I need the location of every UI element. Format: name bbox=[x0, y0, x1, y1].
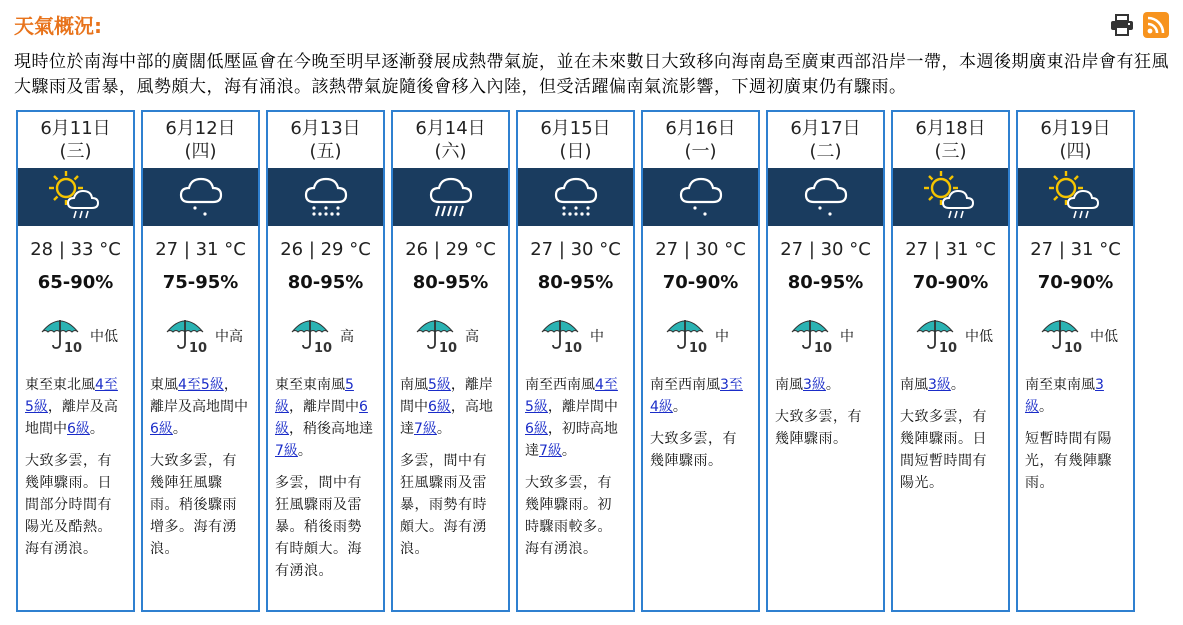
forecast-date-text: 6月18日 bbox=[915, 118, 986, 139]
forecast-day-card bbox=[16, 110, 135, 612]
forecast-weekday: (五) bbox=[309, 141, 342, 162]
umbrella-icon bbox=[290, 314, 334, 358]
wind-text: 。 bbox=[297, 443, 312, 459]
wind-text: 。 bbox=[950, 377, 965, 393]
humidity-range: 75-95% bbox=[162, 272, 239, 293]
forecast-weekday: (四) bbox=[1059, 141, 1092, 162]
forecast-text bbox=[150, 374, 251, 560]
umbrella-icon bbox=[40, 314, 84, 358]
forecast-day-card bbox=[891, 110, 1010, 612]
umbrella-icon bbox=[665, 314, 709, 358]
humidity-range: 70-90% bbox=[662, 272, 739, 293]
rss-button[interactable] bbox=[1143, 12, 1169, 38]
temperature-range: 27 | 31 °C bbox=[905, 239, 996, 260]
forecast-day-card bbox=[641, 110, 760, 612]
beaufort-scale-link[interactable]: 6級 bbox=[525, 421, 548, 437]
wind-text: ，離岸間中 bbox=[400, 377, 493, 415]
rain-probability bbox=[290, 314, 354, 358]
temperature-range: 26 | 29 °C bbox=[280, 239, 371, 260]
temperature-range: 27 | 30 °C bbox=[530, 239, 621, 260]
rain-probability bbox=[665, 314, 729, 358]
forecast-text bbox=[650, 374, 751, 472]
wind-text: ，離岸及高地間中 bbox=[25, 399, 118, 437]
rss-icon bbox=[1147, 16, 1165, 34]
wind-text: 。 bbox=[89, 421, 104, 437]
wind-description bbox=[900, 374, 1001, 396]
forecast-text bbox=[1025, 374, 1126, 494]
forecast-weekday: (三) bbox=[934, 141, 967, 162]
forecast-text bbox=[400, 374, 501, 560]
rain-probability bbox=[540, 314, 604, 358]
beaufort-scale-link[interactable]: 3級 bbox=[1025, 377, 1104, 415]
forecast-day-card bbox=[1016, 110, 1135, 612]
weather-description: 大致多雲，有幾陣驟雨。日間短暫時間有陽光。 bbox=[900, 409, 987, 491]
umbrella-icon bbox=[165, 314, 209, 358]
wind-text: ，高地達 bbox=[400, 399, 493, 437]
beaufort-scale-link[interactable]: 6級 bbox=[150, 421, 173, 437]
forecast-date-text: 6月13日 bbox=[290, 118, 361, 139]
temperature-range: 27 | 31 °C bbox=[1030, 239, 1121, 260]
rain-probability bbox=[40, 314, 118, 358]
svg-text:10: 10 bbox=[189, 341, 208, 354]
temperature-range: 27 | 30 °C bbox=[780, 239, 871, 260]
wind-text: 。 bbox=[672, 399, 687, 415]
wind-text: 。 bbox=[1039, 399, 1053, 415]
forecast-date bbox=[18, 117, 133, 165]
humidity-range: 80-95% bbox=[412, 272, 489, 293]
weather-icon-band bbox=[643, 168, 758, 226]
beaufort-scale-link[interactable]: 6級 bbox=[67, 421, 90, 437]
rain-probability-label: 中低 bbox=[1090, 329, 1118, 345]
beaufort-scale-link[interactable]: 3級 bbox=[928, 377, 951, 393]
forecast-date bbox=[1018, 117, 1133, 165]
umbrella-icon bbox=[1040, 314, 1084, 358]
svg-text:10: 10 bbox=[689, 341, 708, 354]
beaufort-scale-link[interactable]: 5級 bbox=[428, 377, 451, 393]
rain-probability-label: 中低 bbox=[965, 329, 993, 345]
rain-probability-label: 中 bbox=[590, 329, 604, 345]
forecast-date bbox=[893, 117, 1008, 165]
rain-probability-label: 中 bbox=[840, 329, 854, 345]
beaufort-scale-link[interactable]: 4至5級 bbox=[525, 377, 618, 415]
wind-text: ，離岸間中 bbox=[289, 399, 359, 415]
beaufort-scale-link[interactable]: 7級 bbox=[414, 421, 437, 437]
forecast-date-text: 6月11日 bbox=[40, 118, 111, 139]
forecast-date-text: 6月15日 bbox=[540, 118, 611, 139]
wind-description bbox=[150, 374, 251, 440]
beaufort-scale-link[interactable]: 4至5級 bbox=[178, 377, 224, 393]
forecast-date bbox=[393, 117, 508, 165]
heavy-showers-icon bbox=[296, 168, 356, 226]
forecast-day-card bbox=[516, 110, 635, 612]
rain-probability-label: 中高 bbox=[215, 329, 243, 345]
sunny-intervals-showers-icon bbox=[1046, 168, 1106, 226]
weather-icon-band bbox=[268, 168, 383, 226]
wind-text: 。 bbox=[561, 443, 576, 459]
forecast-date bbox=[518, 117, 633, 165]
forecast-date-text: 6月14日 bbox=[415, 118, 486, 139]
forecast-date bbox=[643, 117, 758, 165]
wind-text: ，初時高地達 bbox=[525, 421, 618, 459]
weather-icon-band bbox=[768, 168, 883, 226]
forecast-date bbox=[268, 117, 383, 165]
wind-description bbox=[275, 374, 376, 462]
wind-text: ，離岸間中 bbox=[547, 399, 618, 415]
svg-text:10: 10 bbox=[439, 341, 458, 354]
forecast-date-text: 6月16日 bbox=[665, 118, 736, 139]
beaufort-scale-link[interactable]: 4至5級 bbox=[25, 377, 118, 415]
wind-text: ，稍後高地達 bbox=[289, 421, 373, 437]
forecast-text bbox=[275, 374, 376, 582]
svg-text:10: 10 bbox=[314, 341, 333, 354]
forecast-date bbox=[143, 117, 258, 165]
wind-text: 東至東南風 bbox=[275, 377, 345, 393]
beaufort-scale-link[interactable]: 6級 bbox=[275, 399, 368, 437]
rain-probability bbox=[415, 314, 479, 358]
weather-icon-band bbox=[893, 168, 1008, 226]
weather-description: 大致多雲，有幾陣驟雨。 bbox=[775, 409, 862, 447]
rain-probability bbox=[1040, 314, 1118, 358]
wind-description bbox=[650, 374, 751, 418]
beaufort-scale-link[interactable]: 3至4級 bbox=[650, 377, 743, 415]
umbrella-icon bbox=[915, 314, 959, 358]
wind-text: 南風 bbox=[775, 377, 803, 393]
forecast-weekday: (四) bbox=[184, 141, 217, 162]
rain-probability bbox=[165, 314, 243, 358]
svg-text:10: 10 bbox=[1064, 341, 1083, 354]
light-rain-icon bbox=[796, 168, 856, 226]
weather-description: 多雲，間中有狂風驟雨及雷暴。稍後雨勢有時頗大。海有湧浪。 bbox=[275, 475, 362, 579]
weather-description: 大致多雲，有幾陣驟雨。 bbox=[650, 431, 737, 469]
beaufort-scale-link[interactable]: 5級 bbox=[275, 377, 354, 415]
rain-probability-label: 高 bbox=[465, 329, 479, 345]
weather-description: 大致多雲，有幾陣驟雨。日間部分時間有陽光及酷熱。海有湧浪。 bbox=[25, 453, 112, 557]
beaufort-scale-link[interactable]: 3級 bbox=[803, 377, 826, 393]
wind-description bbox=[525, 374, 626, 462]
umbrella-icon bbox=[540, 314, 584, 358]
weather-icon-band bbox=[1018, 168, 1133, 226]
forecast-date-text: 6月19日 bbox=[1040, 118, 1111, 139]
header-tools bbox=[1109, 12, 1169, 38]
svg-text:10: 10 bbox=[64, 341, 83, 354]
beaufort-scale-link[interactable]: 7級 bbox=[275, 443, 298, 459]
weather-icon-band bbox=[518, 168, 633, 226]
wind-description bbox=[400, 374, 501, 440]
temperature-range: 27 | 30 °C bbox=[655, 239, 746, 260]
forecast-text bbox=[525, 374, 626, 560]
humidity-range: 70-90% bbox=[1037, 272, 1114, 293]
forecast-day-card bbox=[141, 110, 260, 612]
weather-description: 大致多雲，有幾陣驟雨。初時驟雨較多。海有湧浪。 bbox=[525, 475, 612, 557]
umbrella-icon bbox=[415, 314, 459, 358]
wind-text: 南至西南風 bbox=[525, 377, 595, 393]
wind-text: 南風 bbox=[400, 377, 428, 393]
rain-probability-label: 中低 bbox=[90, 329, 118, 345]
temperature-range: 26 | 29 °C bbox=[405, 239, 496, 260]
wind-text: 。 bbox=[825, 377, 840, 393]
umbrella-icon bbox=[790, 314, 834, 358]
nine-day-forecast bbox=[16, 110, 1135, 612]
wind-text: 。 bbox=[172, 421, 187, 437]
rain-probability-label: 中 bbox=[715, 329, 729, 345]
temperature-range: 27 | 31 °C bbox=[155, 239, 246, 260]
forecast-day-card bbox=[266, 110, 385, 612]
weather-description: 短暫時間有陽光，有幾陣驟雨。 bbox=[1025, 431, 1112, 491]
weather-description: 多雲，間中有狂風驟雨及雷暴，雨勢有時頗大。海有湧浪。 bbox=[400, 453, 487, 557]
svg-text:10: 10 bbox=[814, 341, 833, 354]
humidity-range: 80-95% bbox=[287, 272, 364, 293]
wind-text: 東至東北風 bbox=[25, 377, 95, 393]
humidity-range: 80-95% bbox=[537, 272, 614, 293]
forecast-date-text: 6月12日 bbox=[165, 118, 236, 139]
wind-text: ，離岸及高地間中 bbox=[150, 377, 248, 415]
sunny-intervals-showers-icon bbox=[921, 168, 981, 226]
svg-text:10: 10 bbox=[564, 341, 583, 354]
weather-description: 大致多雲，有幾陣狂風驟雨。稍後驟雨增多。海有湧浪。 bbox=[150, 453, 237, 557]
forecast-weekday: (三) bbox=[59, 141, 92, 162]
temperature-range: 28 | 33 °C bbox=[30, 239, 121, 260]
print-button[interactable] bbox=[1109, 12, 1135, 38]
humidity-range: 65-90% bbox=[37, 272, 114, 293]
heavy-rain-icon bbox=[421, 168, 481, 226]
heavy-showers-icon bbox=[546, 168, 606, 226]
svg-text:10: 10 bbox=[939, 341, 958, 354]
page-title: 天氣概況: bbox=[14, 14, 102, 38]
weather-icon-band bbox=[393, 168, 508, 226]
forecast-day-card bbox=[391, 110, 510, 612]
wind-description bbox=[25, 374, 126, 440]
rain-probability-label: 高 bbox=[340, 329, 354, 345]
forecast-date-text: 6月17日 bbox=[790, 118, 861, 139]
beaufort-scale-link[interactable]: 7級 bbox=[539, 443, 562, 459]
beaufort-scale-link[interactable]: 6級 bbox=[428, 399, 451, 415]
wind-description bbox=[775, 374, 876, 396]
forecast-text bbox=[775, 374, 876, 450]
forecast-weekday: (六) bbox=[434, 141, 467, 162]
wind-text: 南風 bbox=[900, 377, 928, 393]
forecast-text bbox=[25, 374, 126, 560]
wind-text: 南至西南風 bbox=[650, 377, 720, 393]
wind-text: 東風 bbox=[150, 377, 178, 393]
forecast-date bbox=[768, 117, 883, 165]
wind-text: 。 bbox=[436, 421, 451, 437]
forecast-day-card bbox=[766, 110, 885, 612]
rain-probability bbox=[915, 314, 993, 358]
general-situation-text: 現時位於南海中部的廣闊低壓區會在今晚至明早逐漸發展成熱帶氣旋，並在未來數日大致移向海南島至廣東西部沿岸一帶，本週後期廣東沿岸會有狂風大驟雨及雷暴，風勢頗大，海有涌浪。該熱帶氣旋隨後會移入內陸，但受活躍偏南氣流影響，下週初廣東仍有驟雨。 bbox=[14, 52, 1169, 97]
forecast-weekday: (一) bbox=[684, 141, 717, 162]
light-rain-icon bbox=[171, 168, 231, 226]
forecast-weekday: (日) bbox=[559, 141, 592, 162]
sunny-intervals-showers-icon bbox=[46, 168, 106, 226]
weather-icon-band bbox=[18, 168, 133, 226]
light-rain-icon bbox=[671, 168, 731, 226]
humidity-range: 80-95% bbox=[787, 272, 864, 293]
forecast-weekday: (二) bbox=[809, 141, 842, 162]
humidity-range: 70-90% bbox=[912, 272, 989, 293]
wind-text: 南至東南風 bbox=[1025, 377, 1095, 393]
rain-probability bbox=[790, 314, 854, 358]
printer-icon bbox=[1110, 14, 1134, 36]
forecast-text bbox=[900, 374, 1001, 494]
wind-description bbox=[1025, 374, 1126, 418]
weather-icon-band bbox=[143, 168, 258, 226]
